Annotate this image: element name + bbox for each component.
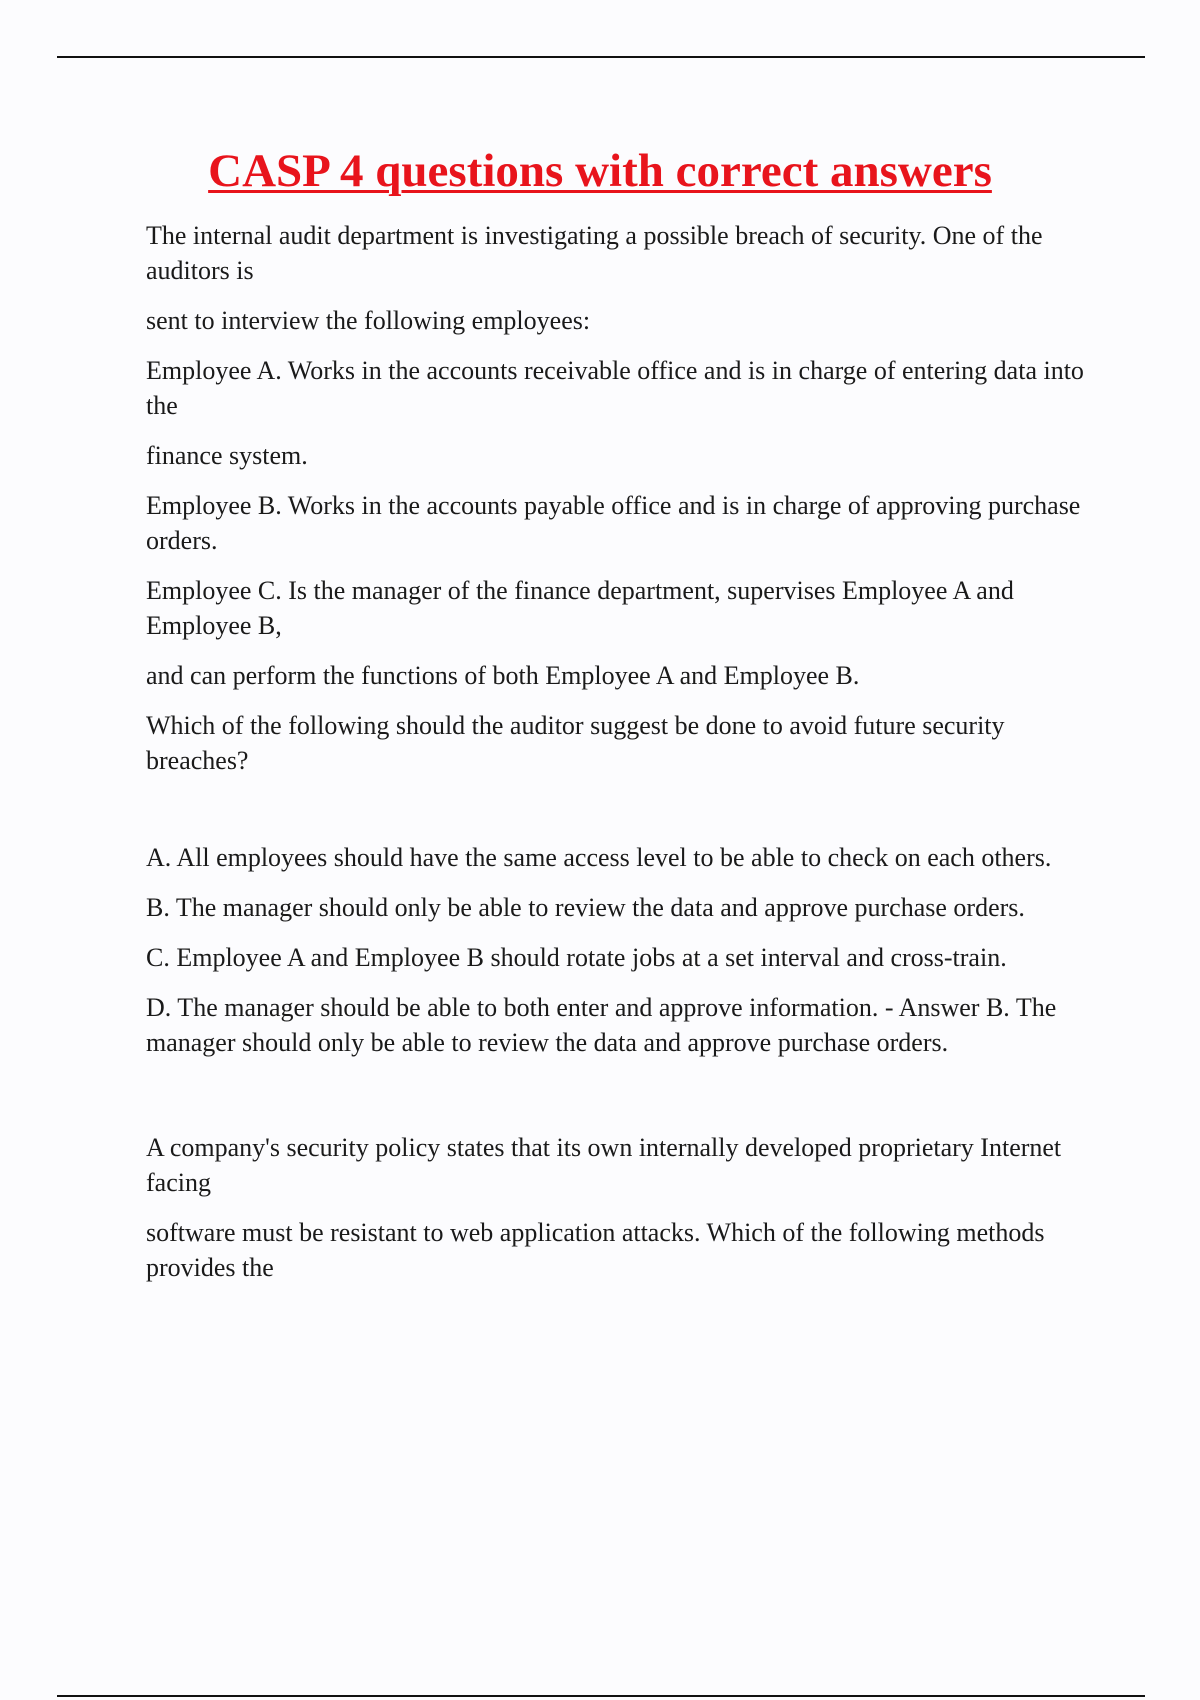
document-body	[146, 218, 1090, 1300]
header-rule	[57, 56, 1145, 58]
option-a: A. All employees should have the same access level to be able to check on each others.	[146, 843, 1052, 872]
question-1-paragraph: Employee B. Works in the accounts payable office and is in charge of approving purchase orders.	[146, 491, 1081, 555]
question-2-paragraph: software must be resistant to web application attacks. Which of the following methods provides the	[146, 1218, 1045, 1282]
question-1-paragraph: sent to interview the following employees:	[146, 306, 591, 335]
question-1-prompt: Which of the following should the auditor suggest be done to avoid future security breaches?	[146, 711, 1005, 775]
question-2-paragraph: A company's security policy states that its own internally developed proprietary Internet facing	[146, 1133, 1062, 1197]
option-c: C. Employee A and Employee B should rotate jobs at a set interval and cross-train.	[146, 943, 1007, 972]
question-1-paragraph: and can perform the functions of both Employee A and Employee B.	[146, 661, 860, 690]
footer-rule	[57, 1695, 1145, 1697]
question-1-paragraph: Employee A. Works in the accounts receivable office and is in charge of entering data into the	[146, 356, 1084, 420]
document-title: CASP 4 questions with correct answers	[208, 145, 992, 197]
option-b: B. The manager should only be able to review the data and approve purchase orders.	[146, 893, 1025, 922]
option-d-with-answer: D. The manager should be able to both enter and approve information. - Answer B. The manager should only be able to review the data and approve purchase orders.	[146, 993, 1057, 1057]
question-1-paragraph: The internal audit department is investigating a possible breach of security. One of the auditors is	[146, 221, 1043, 285]
question-1-paragraph: Employee C. Is the manager of the finance department, supervises Employee A and Employee B,	[146, 576, 1014, 640]
question-1-paragraph: finance system.	[146, 441, 308, 470]
